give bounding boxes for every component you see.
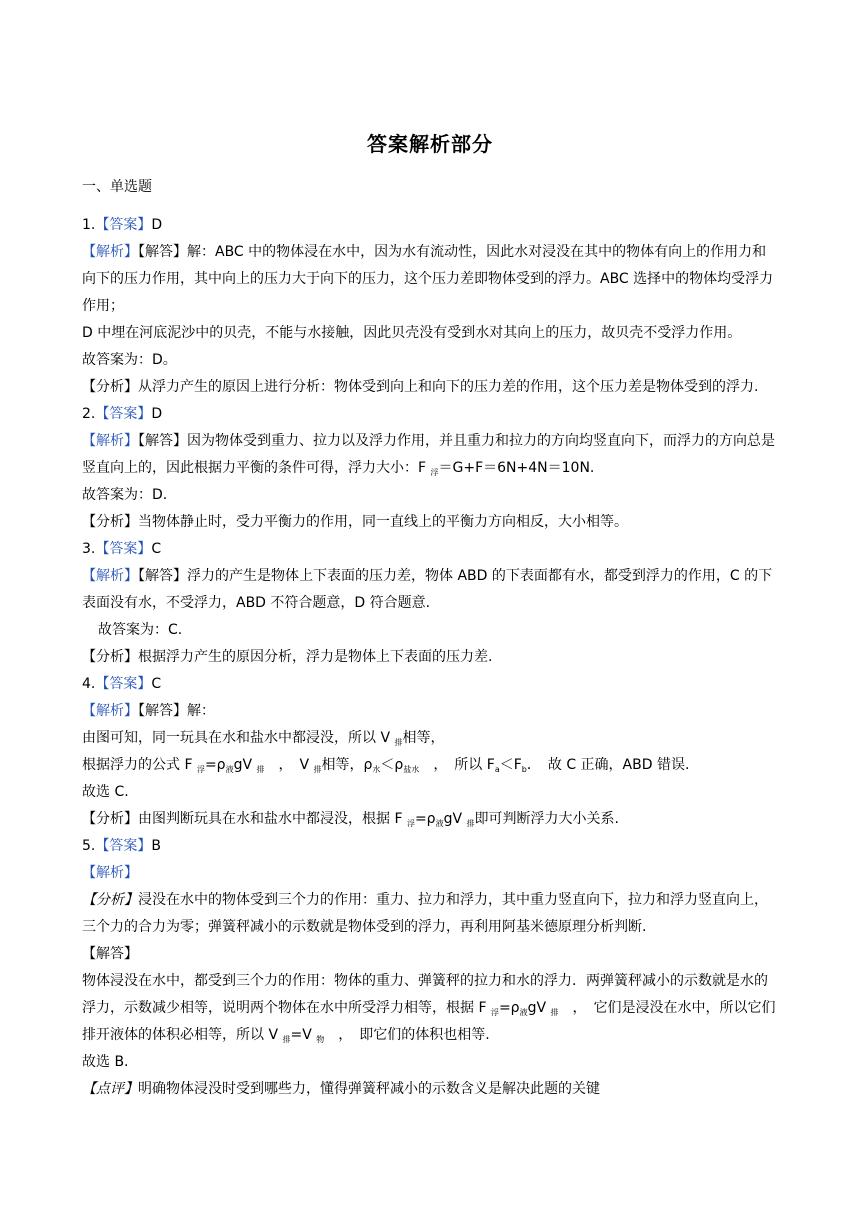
jiexi-tag: 【解析】 xyxy=(82,865,138,881)
answer-tag: 【答案】 xyxy=(95,676,152,692)
jieda-tag: 【解答】 xyxy=(82,946,138,962)
answer-value: D xyxy=(151,406,163,422)
q3-conclusion: 故答案为：C. xyxy=(98,622,183,638)
fenxi-tag: 【分析】 xyxy=(82,649,138,665)
answer-value: C xyxy=(151,541,162,557)
answer-value: C xyxy=(151,676,162,692)
q5-comment: 【点评】明确物体浸没时受到哪些力，懂得弹簧秤减小的示数含义是解决此题的关键 xyxy=(82,1081,600,1097)
jiexi-tag: 【解析】 xyxy=(82,568,138,584)
fenxi-tag: 【分析】 xyxy=(82,892,138,908)
q5-answer-line: 5.【答案】B xyxy=(82,838,161,854)
answer-value: B xyxy=(151,838,161,854)
jiexi-tag: 【解析】 xyxy=(82,244,138,260)
q4-line-1: 由图可知，同一玩具在水和盐水中都浸没，所以 V $_排$相等， xyxy=(82,730,445,747)
q5-conclusion: 故选 B. xyxy=(82,1054,129,1070)
page-title: 答案解析部分 xyxy=(367,132,493,156)
q2-conclusion: 故答案为：D. xyxy=(82,487,168,503)
q3-solution: 【解析】【解答】浮力的产生是物体上下表面的压力差，物体 ABD 的下表面都有水，都受到浮力的作用，C 的下表面没有水，不受浮力，ABD 不符合题意，D 符合题意. xyxy=(82,568,773,611)
q4-analysis: 【分析】由图判断玩具在水和盐水中都浸没，根据 F $_浮=\rho_液gV$ $_排$即可判断浮力大小关系. xyxy=(82,811,619,828)
answer-tag: 【答案】 xyxy=(95,838,152,854)
q2-answer-line: 2.【答案】D xyxy=(82,406,163,422)
q1-answer-line: 1.【答案】D xyxy=(82,217,163,233)
answer-tag: 【答案】 xyxy=(95,406,152,422)
jieda-tag: 【解答】 xyxy=(138,244,187,260)
q2-analysis: 【分析】当物体静止时，受力平衡力的作用，同一直线上的平衡力方向相反，大小相等。 xyxy=(82,514,628,530)
answer-tag: 【答案】 xyxy=(95,541,152,557)
q4-answer-line: 4.【答案】C xyxy=(82,676,162,692)
q1-solution-2: D 中埋在河底泥沙中的贝壳，不能与水接触，因此贝壳没有受到水对其向上的压力，故贝壳不受浮力作用。 xyxy=(82,325,742,341)
q3-analysis: 【分析】根据浮力产生的原因分析，浮力是物体上下表面的压力差. xyxy=(82,649,493,665)
jieda-tag: 【解答】 xyxy=(138,568,187,584)
section-heading: 一、单选题 xyxy=(82,179,152,195)
q5-analysis: 【分析】浸没在水中的物体受到三个力的作用：重力、拉力和浮力，其中重力竖直向下，拉力和浮力竖直向上，三个力的合力为零；弹簧秤减小的示数就是物体受到的浮力，再利用阿基米德原理分析判断. xyxy=(82,892,768,935)
q4-conclusion: 故选 C. xyxy=(82,784,129,800)
q4-line-2: 根据浮力的公式 F $_浮=\rho_液gV$ $_排$ ， V $_排$相等，$\rho_水<\rho_{盐水}$ ， 所以 $F_a<F_b$． 故 C 正确，ABD 错误. xyxy=(82,757,690,774)
q4-solution: 【解析】【解答】解： xyxy=(82,703,215,719)
answer-value: D xyxy=(151,217,163,233)
q1-solution: 【解析】【解答】解：ABC 中的物体浸在水中，因为水有流动性，因此水对浸没在其中的物体有向上的作用力和向下的压力作用，其中向上的压力大于向下的压力，这个压力差即物体受到的浮力。ABC 选择中的物体均受浮力作用； xyxy=(82,244,774,314)
fenxi-tag: 【分析】 xyxy=(82,811,138,827)
q1-analysis: 【分析】从浮力产生的原因上进行分析：物体受到向上和向下的压力差的作用，这个压力差是物体受到的浮力. xyxy=(82,379,759,395)
jieda-tag: 【解答】 xyxy=(138,703,187,719)
q1-conclusion: 故答案为：D。 xyxy=(82,352,177,368)
jiexi-tag: 【解析】 xyxy=(82,703,138,719)
fenxi-tag: 【分析】 xyxy=(82,379,138,395)
jiexi-tag: 【解析】 xyxy=(82,433,138,449)
q2-solution: 【解析】【解答】因为物体受到重力、拉力以及浮力作用，并且重力和拉力的方向均竖直向下，而浮力的方向总是竖直向上的，因此根据力平衡的条件可得，浮力大小：F $_浮$＝G+F＝6N+4N＝10N. xyxy=(82,433,775,477)
q5-solution: 物体浸没在水中，都受到三个力的作用：物体的重力、弹簧秤的拉力和水的浮力．两弹簧秤减小的示数就是水的浮力，示数减少相等，说明两个物体在水中所受浮力相等，根据 F $_浮=\rho_液gV$ $_排$ ， 它们是浸没在水中，所以它们排开液体的体积必相等，所以 V $_排$=V $_物$ ， 即它们的体积也相等. xyxy=(82,973,776,1044)
dianping-tag: 【点评】 xyxy=(82,1081,138,1097)
fenxi-tag: 【分析】 xyxy=(82,514,138,530)
answer-tag: 【答案】 xyxy=(95,217,152,233)
q3-answer-line: 3.【答案】C xyxy=(82,541,162,557)
answer-body xyxy=(82,212,778,1103)
jieda-tag: 【解答】 xyxy=(138,433,187,449)
